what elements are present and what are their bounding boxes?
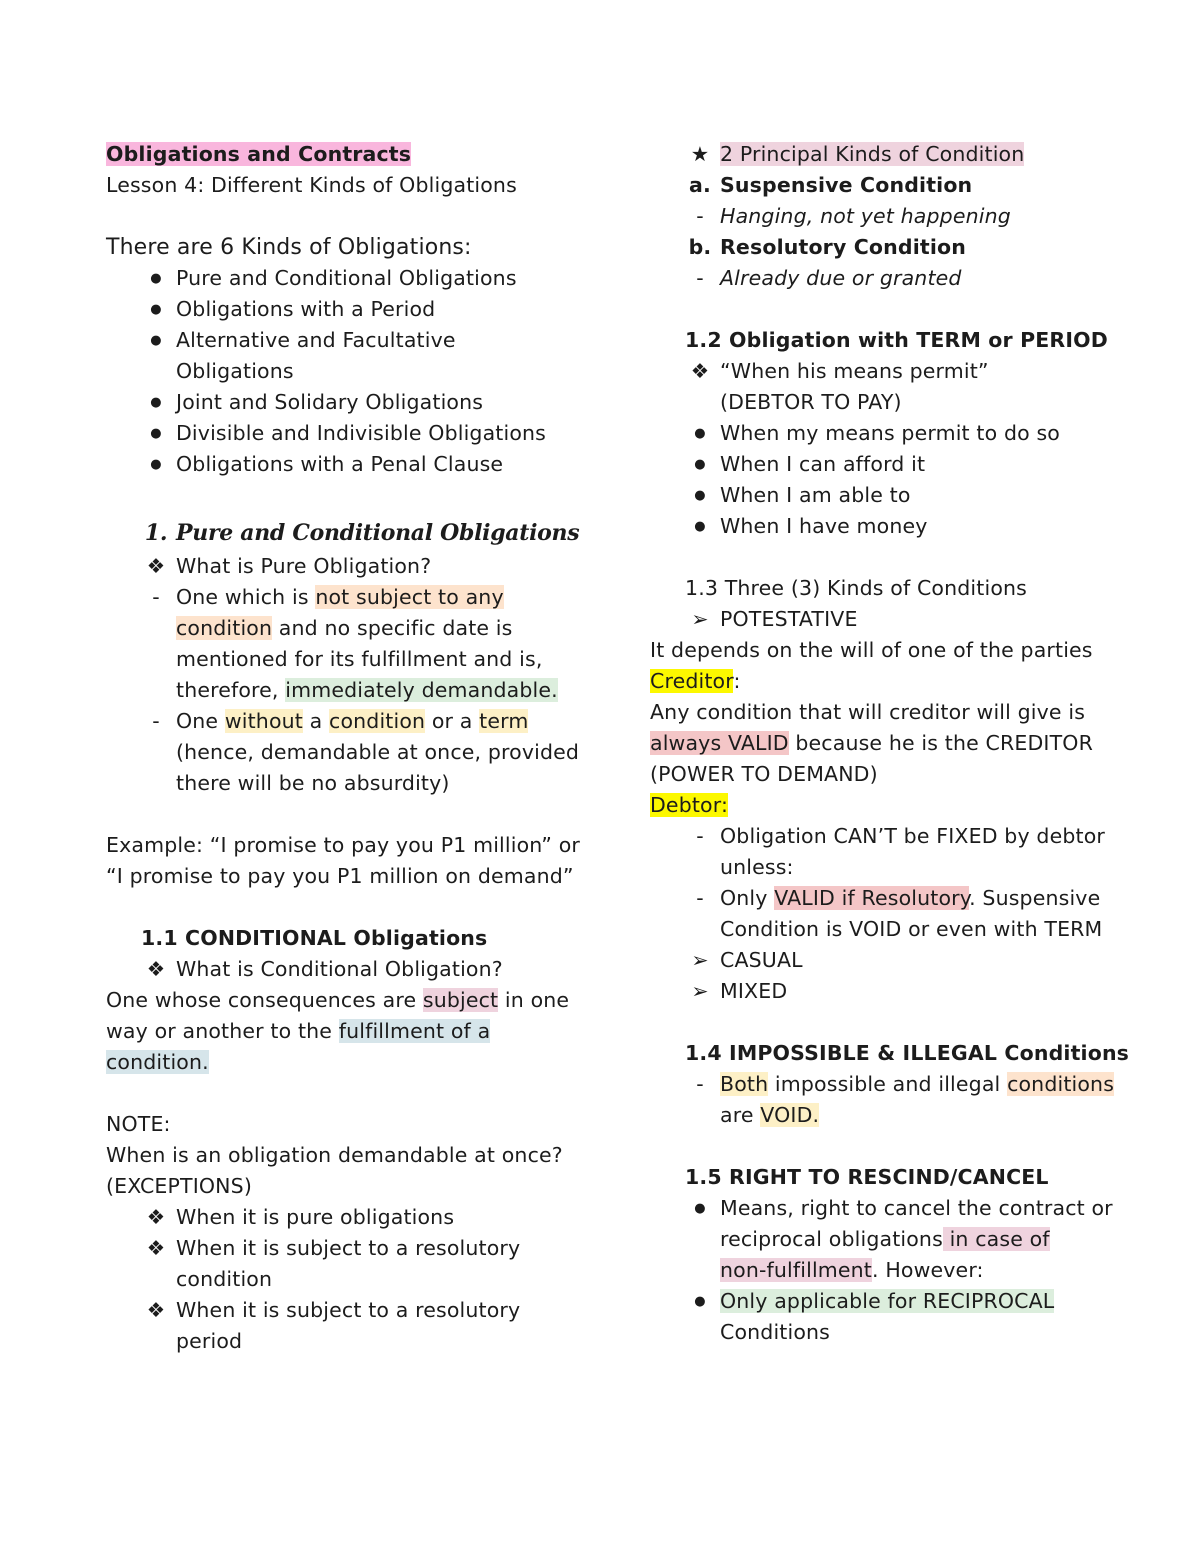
right-column (650, 139, 1150, 1348)
debtor-label-line: Debtor: (650, 793, 729, 817)
section-1-heading: 1. Pure and Conditional Obligations (144, 520, 580, 546)
bullet-icon: ● (150, 395, 162, 410)
dash-icon: - (696, 204, 704, 228)
list-item: ● When my means permit to do so (650, 418, 1150, 449)
bullet-icon: ● (694, 519, 706, 534)
arrow-bullet-icon: ➢ (691, 948, 709, 972)
rescind-text-line: ● Means, right to cancel the contract or (650, 1193, 1150, 1224)
diamond-bullet-icon: ❖ (146, 957, 166, 981)
rescind-text-line: non-fulfillment. However: (720, 1258, 984, 1282)
star-icon: ★ (690, 142, 710, 166)
arrow-bullet-icon: ➢ (691, 607, 709, 631)
list-item: ● Obligations with a Penal Clause (106, 449, 606, 480)
note-label: NOTE: (106, 1112, 171, 1136)
resolutory-heading: b. Resolutory Condition (688, 235, 967, 259)
mixed-item: ➢ MIXED (650, 976, 1150, 1007)
suspensive-description: - Hanging, not yet happening (650, 201, 1150, 232)
list-item-continuation: period (176, 1329, 243, 1353)
debtor-text-line: - Obligation CAN’T be FIXED by debtor (650, 821, 1150, 852)
diamond-bullet-icon: ❖ (690, 359, 710, 383)
means-quote: ❖ “When his means permit” (650, 356, 1150, 387)
means-sub: (DEBTOR TO PAY) (720, 390, 902, 414)
bullet-icon: ● (150, 426, 162, 441)
conditional-definition-line: One whose consequences are subject in one (106, 988, 570, 1012)
left-column (106, 139, 606, 1357)
section-1-3-heading: 1.3 Three (3) Kinds of Conditions (685, 576, 1027, 600)
dash-icon: - (696, 886, 704, 910)
list-item: ● Pure and Conditional Obligations (106, 263, 606, 294)
bullet-icon: ● (150, 457, 162, 472)
list-item: ● When I have money (650, 511, 1150, 542)
list-item: ● When I am able to (650, 480, 1150, 511)
conditional-question: ❖ What is Conditional Obligation? (106, 954, 606, 985)
creditor-text-line: Any condition that will creditor will give is (650, 700, 1086, 724)
dash-icon: - (696, 1072, 704, 1096)
suspensive-heading: a. Suspensive Condition (689, 173, 973, 197)
document-title: Obligations and Contracts (106, 142, 412, 166)
list-item: ● When I can afford it (650, 449, 1150, 480)
void-text-line: - Both impossible and illegal conditions (650, 1069, 1150, 1100)
creditor-text-line: (POWER TO DEMAND) (650, 762, 878, 786)
bullet-icon: ● (694, 426, 706, 441)
rescind-text-line: ● Only applicable for RECIPROCAL (650, 1286, 1150, 1317)
list-item: ● Alternative and Facultative (106, 325, 606, 356)
diamond-bullet-icon: ❖ (146, 554, 166, 578)
diamond-bullet-icon: ❖ (146, 1236, 166, 1260)
kinds-heading: There are 6 Kinds of Obligations: (106, 235, 472, 260)
lesson-title: Lesson 4: Different Kinds of Obligations (106, 173, 517, 197)
dash-icon: - (696, 266, 704, 290)
bullet-icon: ● (694, 1201, 706, 1216)
debtor-text-line: - Only VALID if Resolutory. Suspensive (650, 883, 1150, 914)
creditor-text-line: always VALID because he is the CREDITOR (650, 731, 1093, 755)
pure-definition-line: - One which is not subject to any (106, 582, 606, 613)
example-line: Example: “I promise to pay you P1 million” or (106, 833, 580, 857)
pure-definition-2-line: - One without a condition or a term (106, 706, 606, 737)
conditional-definition-line: condition. (106, 1050, 209, 1074)
rescind-text-line: reciprocal obligations in case of (720, 1227, 1050, 1251)
example-line: “I promise to pay you P1 million on demand” (106, 864, 574, 888)
pure-definition-2-line: there will be no absurdity) (176, 771, 450, 795)
section-1-1-heading: 1.1 CONDITIONAL Obligations (141, 926, 488, 950)
principal-kinds-heading: ★ 2 Principal Kinds of Condition (650, 139, 1150, 170)
list-item: ❖ When it is subject to a resolutory (106, 1295, 606, 1326)
list-item: ❖ When it is subject to a resolutory (106, 1233, 606, 1264)
pure-definition-2-line: (hence, demandable at once, provided (176, 740, 580, 764)
rescind-text-line: Conditions (720, 1320, 831, 1344)
conditional-definition-line: way or another to the fulfillment of a (106, 1019, 491, 1043)
document-title-line (106, 139, 606, 170)
dash-icon: - (152, 585, 160, 609)
resolutory-description: - Already due or granted (650, 263, 1150, 294)
section-1-5-heading: 1.5 RIGHT TO RESCIND/CANCEL (685, 1165, 1049, 1189)
pure-question: ❖ What is Pure Obligation? (106, 551, 606, 582)
dash-icon: - (152, 709, 160, 733)
pure-definition-line: mentioned for its fulfillment and is, (176, 647, 543, 671)
list-item-continuation: condition (176, 1267, 273, 1291)
debtor-text-line: unless: (720, 855, 794, 879)
diamond-bullet-icon: ❖ (146, 1205, 166, 1229)
pure-definition-line: condition and no specific date is (176, 616, 513, 640)
bullet-icon: ● (150, 302, 162, 317)
bullet-icon: ● (694, 488, 706, 503)
pure-definition-line: therefore, immediately demandable. (176, 678, 558, 702)
depends-text: It depends on the will of one of the parties (650, 638, 1093, 662)
bullet-icon: ● (150, 333, 162, 348)
list-item-continuation: Obligations (176, 359, 294, 383)
list-item: ● Joint and Solidary Obligations (106, 387, 606, 418)
dash-icon: - (696, 824, 704, 848)
list-item: ❖ When it is pure obligations (106, 1202, 606, 1233)
note-question: When is an obligation demandable at once? (106, 1143, 563, 1167)
list-item: ● Obligations with a Period (106, 294, 606, 325)
bullet-icon: ● (694, 457, 706, 472)
bullet-icon: ● (150, 271, 162, 286)
bullet-icon: ● (694, 1294, 706, 1309)
arrow-bullet-icon: ➢ (691, 979, 709, 1003)
section-1-4-heading: 1.4 IMPOSSIBLE & ILLEGAL Conditions (685, 1041, 1130, 1065)
diamond-bullet-icon: ❖ (146, 1298, 166, 1322)
list-item: ● Divisible and Indivisible Obligations (106, 418, 606, 449)
casual-item: ➢ CASUAL (650, 945, 1150, 976)
creditor-label-line: Creditor: (650, 669, 741, 693)
potestative-item: ➢ POTESTATIVE (650, 604, 1150, 635)
debtor-text-line: Condition is VOID or even with TERM (720, 917, 1103, 941)
section-1-2-heading: 1.2 Obligation with TERM or PERIOD (685, 328, 1108, 352)
void-text-line: are VOID. (720, 1103, 820, 1127)
note-exceptions: (EXCEPTIONS) (106, 1174, 252, 1198)
